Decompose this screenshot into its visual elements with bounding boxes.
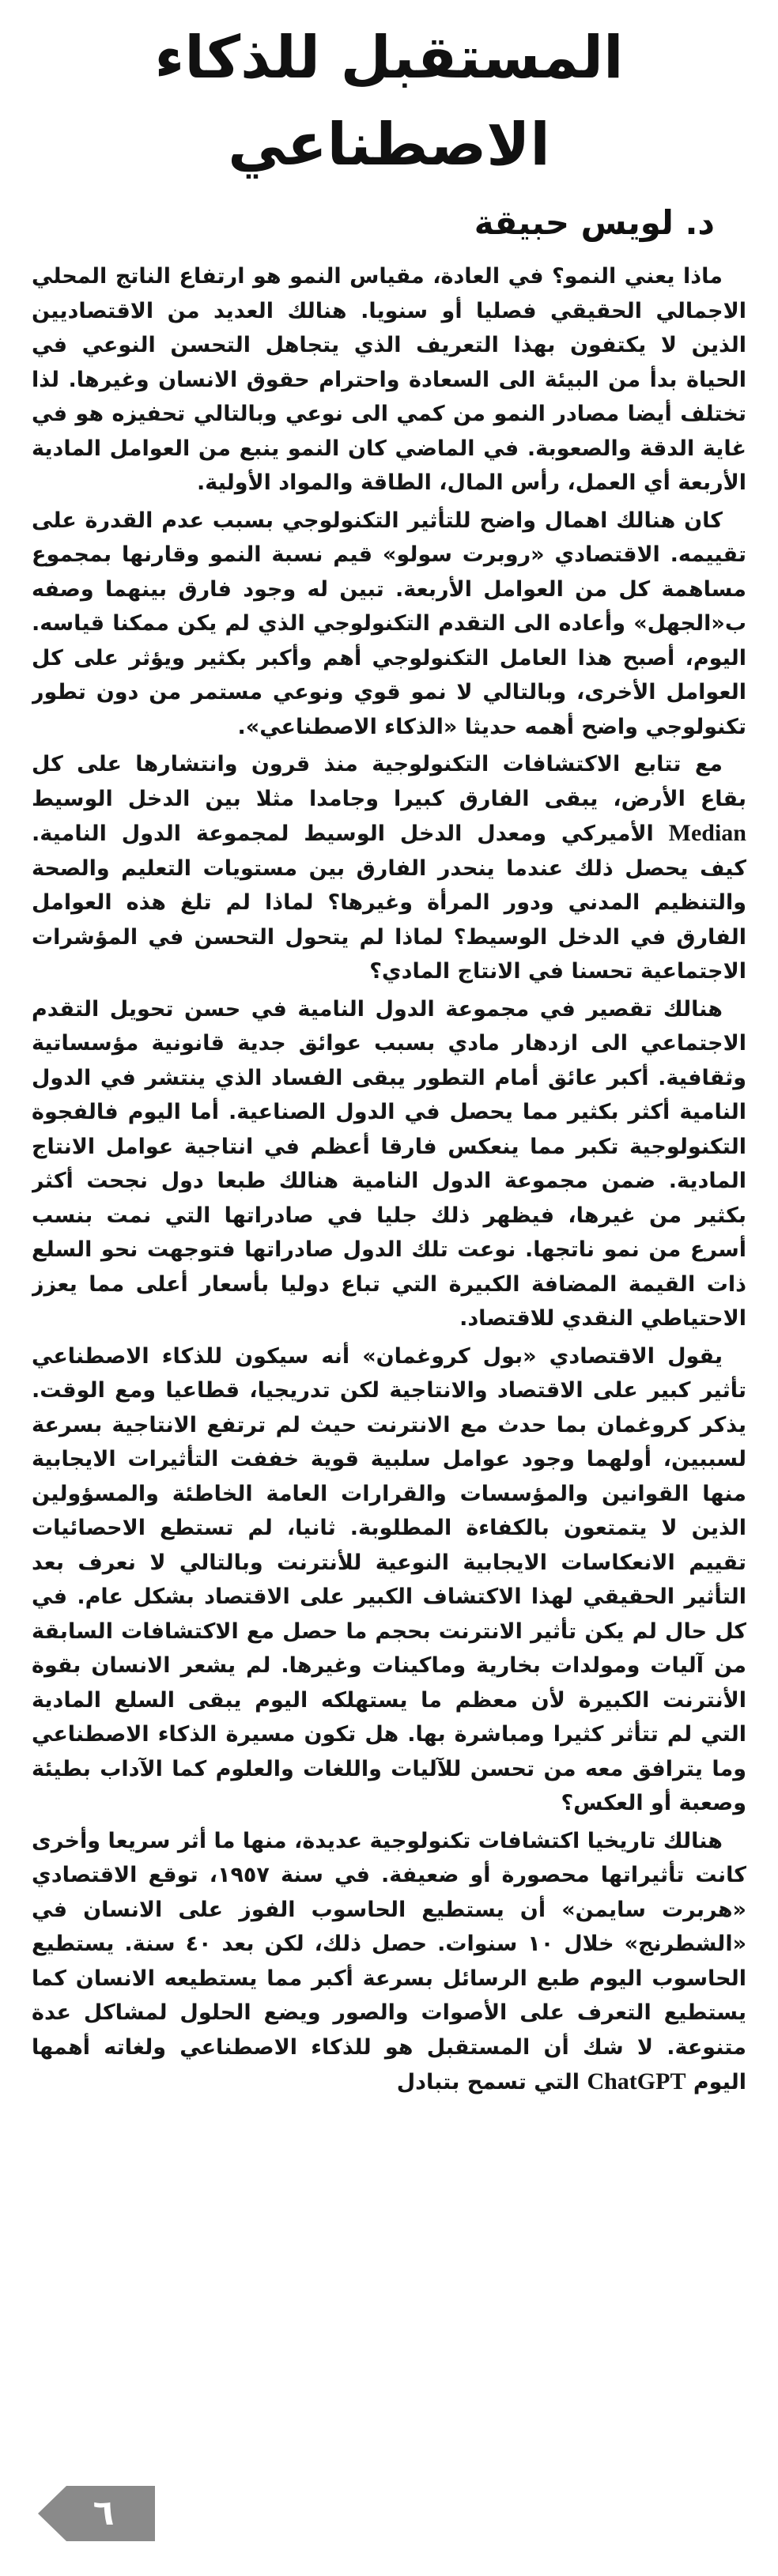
paragraph-text: هنالك تاريخيا اكتشافات تكنولوجية عديدة، منها ما أثر سريعا وأخرى كانت تأثيراتها محصورة أو ضعيفة. في سنة ١٩٥٧، توقع الاقتصادي «هربرت سايمن» أن يستطيع الحاسوب الفوز على الانسان في «الشطرنج» خلال ١٠ سنوات. حصل ذلك، لكن بعد ٤٠ سنة. يستطيع الحاسوب اليوم طبع الرسائل بسرعة أكبر مما يستطيعه الانسان كما يستطيع التعرف على الأصوات والصور ويضع الحلول لمشاكل عدة متنوعة. لا شك أن المستقبل هو للذكاء الاصطناعي ولغاته أهمها اليوم bbox=[32, 1828, 746, 2094]
article-paragraph bbox=[32, 1824, 746, 2100]
paragraph-text: ماذا يعني النمو؟ في العادة، مقياس النمو هو ارتفاع الناتج المحلي الاجمالي الحقيقي فصليا أو سنويا. هنالك العديد من الاقتصاديين الذين لا يكتفون بهذا التعريف الذي يتجاهل التحسن النوعي في الحياة بدأ من البيئة الى السعادة واحترام حقوق الانسان وغيرها. لذا تختلف أيضا مصادر النمو من كمي الى نوعي وبالتالي تحفيزه هو في غاية الدقة والصعوبة. في الماضي كان النمو ينبع من العوامل المادية الأربعة أي العمل، رأس المال، الطاقة والمواد الأولية. bbox=[32, 264, 746, 495]
article-paragraph bbox=[32, 1339, 746, 1821]
article-paragraph bbox=[32, 504, 746, 745]
paragraph-text: يقول الاقتصادي «بول كروغمان» أنه سيكون للذكاء الاصطناعي تأثير كبير على الاقتصاد والانتاجية لكن تدريجيا، قطاعيا ومع الوقت. يذكر كروغمان بما حدث مع الانترنت حيث لم ترتفع الانتاجية بسرعة لسببين، أولهما وجود عوامل سلبية قوية خففت التأثيرات الايجابية منها القوانين والمؤسسات والقرارات العامة الخاطئة والمسؤولين الذين لا يتمتعون بالكفاءة المطلوبة. ثانيا، لم تستطع الاحصائيات تقييم الانعكاسات الايجابية النوعية للأنترنت وبالتالي لا نعرف بعد التأثير الحقيقي لهذا الاكتشاف الكبير على الاقتصاد بشكل عام. في كل حال لم يكن تأثير الانترنت بحجم ما حصل مع الاكتشافات السابقة من آليات ومولدات بخارية وماكينات وغيرها. لم يشعر الانسان بقوة الأنترنت الكبيرة لأن معظم ما يستهلكه اليوم يبقى السلع المادية التي لم تتأثر كثيرا ومباشرة بها. هل تكون مسيرة الذكاء الاصطناعي وما يترافق معه من تحسن للآليات واللغات والعلوم كما الآداب بطيئة وصعبة أو العكس؟ bbox=[32, 1343, 746, 1815]
latin-term: Median bbox=[668, 820, 746, 846]
page-number: ٦ bbox=[93, 2493, 115, 2533]
paragraph-text: التي تسمح بتبادل bbox=[396, 2070, 587, 2094]
article-paragraph bbox=[32, 259, 746, 500]
paragraph-text: كان هنالك اهمال واضح للتأثير التكنولوجي بسبب عدم القدرة على تقييمه. الاقتصادي «روبرت سولو» قيم نسبة النمو وقارنها بمجموع مساهمة كل من العوامل الأربعة. تبين له وجود فارق بينهما وصفه ب«الجهل» وأعاده الى التقدم التكنولوجي الذي لم يكن ممكنا قياسه. اليوم، أصبح هذا العامل التكنولوجي أهم وأكبر بكثير ويؤثر على كل العوامل الأخرى، وبالتالي لا نمو قوي ونوعي مستمر من دون تطور تكنولوجي واضح أهمه حديثا «الذكاء الاصطناعي». bbox=[32, 508, 746, 739]
article-title: المستقبل للذكاء الاصطناعي bbox=[154, 24, 624, 179]
paragraph-text: الأميركي ومعدل الدخل الوسيط لمجموعة الدول النامية. كيف يحصل ذلك عندما ينحدر الفارق بين مستويات التعليم والصحة والتنظيم المدني ودور المرأة وغيرها؟ لماذا لم تلغ هذه العوامل الفارق في الدخل الوسيط؟ لماذا لم يتحول التحسن في المؤشرات الاجتماعية تحسنا في الانتاج المادي؟ bbox=[32, 822, 746, 984]
article-body bbox=[32, 259, 746, 2576]
article-author: د. لويس حبيقة bbox=[474, 203, 715, 242]
page-number-badge bbox=[38, 2484, 157, 2543]
latin-term: ChatGPT bbox=[587, 2068, 686, 2094]
article-paragraph bbox=[32, 992, 746, 1336]
paragraph-text: مع تتابع الاكتشافات التكنولوجية منذ قرون وانتشارها على كل بقاع الأرض، يبقى الفارق كبيرا وجامدا مثلا بين الدخل الوسيط bbox=[32, 752, 746, 811]
paragraph-text: هنالك تقصير في مجموعة الدول النامية في حسن تحويل التقدم الاجتماعي الى ازدهار مادي بسبب عوائق جدية قانونية مؤسساتية وثقافية. أكبر عائق أمام التطور يبقى الفساد الذي ينتشر في الدول النامية أكثر بكثير مما يحصل في الدول الصناعية. أما اليوم فالفجوة التكنولوجية تكبر مما ينعكس فارقا أعظم في انتاجية عوامل الانتاج المادية. ضمن مجموعة الدول النامية هنالك طبعا دول نجحت أكثر بكثير من غيرها، فيظهر ذلك جليا في صادراتها التي نمت بنسب أسرع من نمو ناتجها. نوعت تلك الدول صادراتها فتوجهت نحو السلع ذات القيمة المضافة الكبيرة التي تباع دوليا بأسعار أعلى مما يعزز الاحتياطي النقدي للاقتصاد. bbox=[32, 996, 746, 1331]
article-paragraph bbox=[32, 747, 746, 989]
